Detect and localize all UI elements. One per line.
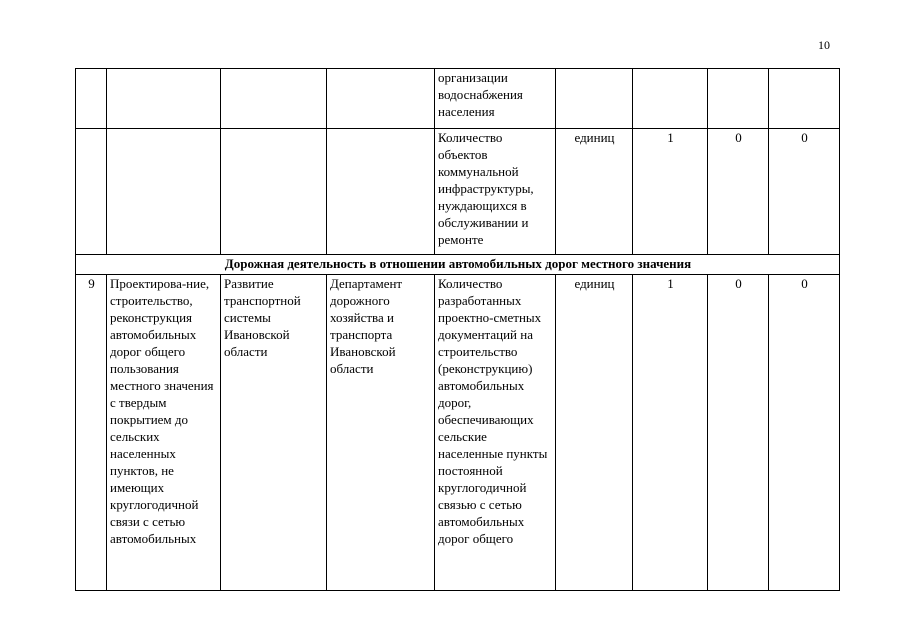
value-cell	[633, 69, 708, 129]
unit-cell: единиц	[556, 129, 633, 255]
table-row	[76, 129, 840, 255]
indicators-table	[75, 68, 840, 591]
number-cell: 9	[76, 275, 107, 591]
unit-cell: единиц	[556, 275, 633, 591]
program-cell: Развитие транспортной системы Ивановской области	[221, 275, 327, 591]
value-cell: 1	[633, 129, 708, 255]
value-cell: 0	[769, 129, 840, 255]
value-cell: 0	[708, 129, 769, 255]
value-cell	[769, 69, 840, 129]
program-cell	[221, 129, 327, 255]
value-cell: 0	[708, 275, 769, 591]
number-cell	[76, 129, 107, 255]
section-title: Дорожная деятельность в отношении автомобильных дорог местного значения	[76, 255, 840, 275]
value-cell: 0	[769, 275, 840, 591]
executor-cell	[327, 129, 435, 255]
value-cell: 1	[633, 275, 708, 591]
indicator-cell: организации водоснабжения населения	[435, 69, 556, 129]
measure-cell: Проектирова-ние, строительство, реконструкция автомобильных дорог общего пользования местного значения с твердым покрытием до сельских населенных пунктов, не имеющих круглогодичной связи с сетью автомобильных	[107, 275, 221, 591]
section-row	[76, 255, 840, 275]
number-cell	[76, 69, 107, 129]
value-cell	[708, 69, 769, 129]
measure-cell	[107, 129, 221, 255]
program-cell	[221, 69, 327, 129]
page-number: 10	[818, 38, 830, 52]
measure-cell	[107, 69, 221, 129]
indicator-cell: Количество разработанных проектно-сметных документаций на строительство (реконструкцию) автомобильных дорог, обеспечивающих сельские населенные пункты постоянной круглогодичной связью с сетью автомобильных дорог общего	[435, 275, 556, 591]
executor-cell: Департамент дорожного хозяйства и транспорта Ивановской области	[327, 275, 435, 591]
executor-cell	[327, 69, 435, 129]
indicator-cell: Количество объектов коммунальной инфраструктуры, нуждающихся в обслуживании и ремонте	[435, 129, 556, 255]
unit-cell	[556, 69, 633, 129]
table-row	[76, 275, 840, 591]
table-row	[76, 69, 840, 129]
